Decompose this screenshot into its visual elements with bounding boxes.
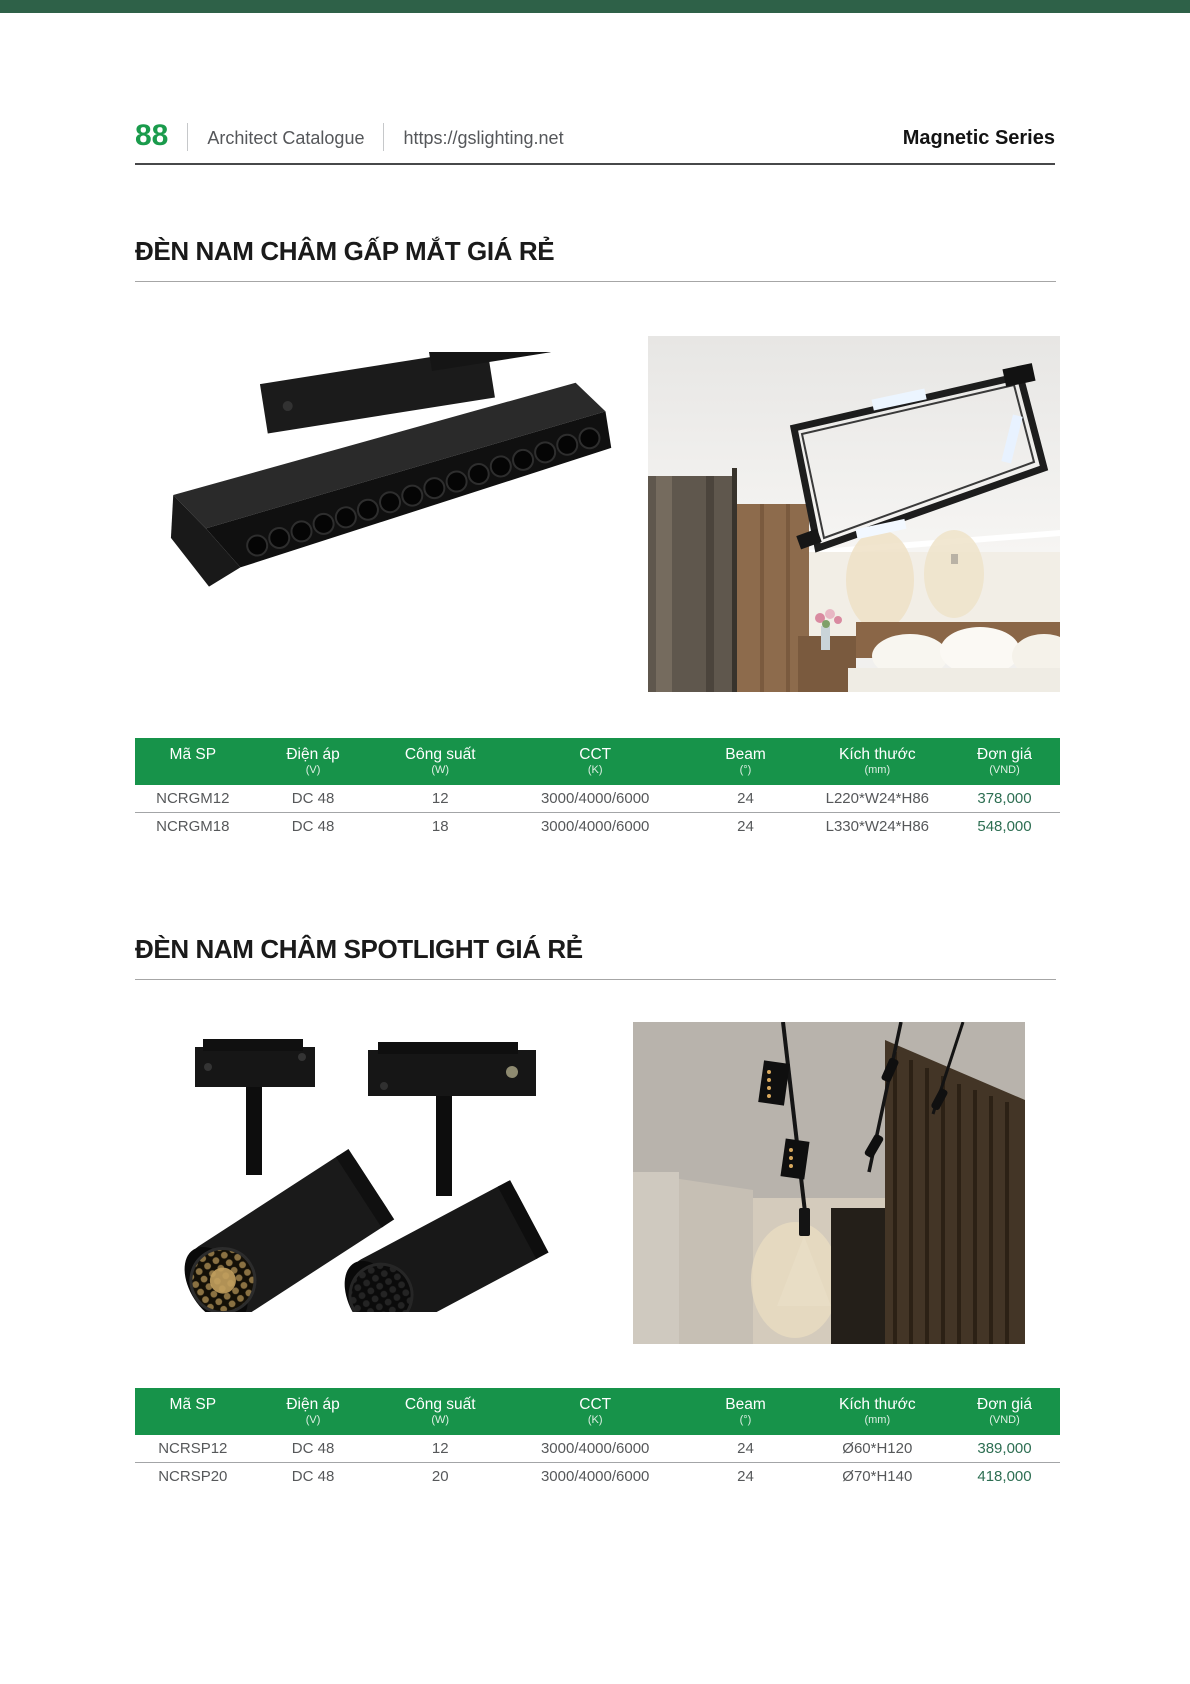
price-cell: 418,000 (949, 1463, 1060, 1491)
product-code-cell: NCRGM12 (156, 790, 230, 807)
col-ma-sp: Mã SP (135, 1388, 251, 1435)
price-cell: 548,000 (949, 813, 1060, 841)
voltage-cell: DC 48 (291, 1440, 335, 1457)
col-cong-suat: Công suất (W) (376, 738, 506, 785)
cct-cell: 3000/4000/6000 (540, 1440, 650, 1457)
top-accent-bar (0, 0, 1190, 13)
spec-table-folding-grille (135, 738, 1060, 840)
application-photo-corridor (633, 1022, 1025, 1344)
wattage-cell: 12 (431, 1440, 449, 1457)
col-kich-thuoc: Kích thước (mm) (806, 1388, 949, 1435)
voltage-cell: DC 48 (251, 813, 376, 841)
product-code-cell: NCRSP20 (135, 1463, 251, 1491)
cct-cell: 3000/4000/6000 (505, 1463, 685, 1491)
wattage-cell: 18 (376, 813, 506, 841)
dimensions-cell: L330*W24*H86 (806, 813, 949, 841)
header-divider (187, 123, 188, 151)
beam-cell: 24 (685, 813, 805, 841)
col-kich-thuoc: Kích thước (mm) (806, 738, 949, 785)
table-header-row (135, 1388, 1060, 1435)
col-don-gia: Đơn giá (VND) (949, 738, 1060, 785)
table-header-row (135, 738, 1060, 785)
table-row (135, 1463, 1060, 1491)
col-cct: CCT (K) (505, 738, 685, 785)
dimensions-cell: L220*W24*H86 (825, 790, 930, 807)
cct-cell: 3000/4000/6000 (540, 790, 650, 807)
wattage-cell: 20 (376, 1463, 506, 1491)
wattage-cell: 12 (431, 790, 449, 807)
track-spotlights-illustration (140, 1032, 580, 1312)
website-url: https://gslighting.net (403, 128, 564, 148)
price-cell: 378,000 (977, 790, 1032, 807)
linear-grille-light-illustration (148, 352, 618, 602)
beam-cell: 24 (737, 1440, 754, 1457)
table-row (135, 813, 1060, 841)
col-don-gia: Đơn giá (VND) (949, 1388, 1060, 1435)
application-photo-bedroom-ceiling (648, 336, 1060, 692)
product-photo-linear-grille-light (148, 352, 618, 602)
col-cct: CCT (K) (505, 1388, 685, 1435)
page-header (135, 120, 1055, 165)
voltage-cell: DC 48 (291, 790, 335, 807)
catalogue-name: Architect Catalogue (207, 128, 365, 148)
series-title: Magnetic Series (902, 127, 1055, 149)
col-beam: Beam (°) (685, 738, 805, 785)
col-dien-ap: Điện áp (V) (251, 738, 376, 785)
col-ma-sp: Mã SP (135, 738, 251, 785)
dimensions-cell: Ø70*H140 (806, 1463, 949, 1491)
dimensions-cell: Ø60*H120 (842, 1440, 913, 1457)
cct-cell: 3000/4000/6000 (505, 813, 685, 841)
corridor-illustration (633, 1022, 1025, 1344)
section-title-folding-grille: ĐÈN NAM CHÂM GẤP MẮT GIÁ RẺ (135, 236, 1056, 282)
spec-table-spotlight (135, 1388, 1060, 1490)
page-number: 88 (135, 119, 169, 152)
col-dien-ap: Điện áp (V) (251, 1388, 376, 1435)
col-beam: Beam (°) (685, 1388, 805, 1435)
product-code-cell: NCRSP12 (158, 1440, 228, 1457)
section-title-spotlight: ĐÈN NAM CHÂM SPOTLIGHT GIÁ RẺ (135, 934, 1056, 980)
col-cong-suat: Công suất (W) (376, 1388, 506, 1435)
header-divider (383, 123, 384, 151)
product-code-cell: NCRGM18 (135, 813, 251, 841)
table-row (135, 785, 1060, 813)
table-row (135, 1435, 1060, 1463)
voltage-cell: DC 48 (251, 1463, 376, 1491)
beam-cell: 24 (685, 1463, 805, 1491)
beam-cell: 24 (737, 790, 754, 807)
bedroom-ceiling-illustration (648, 336, 1060, 692)
price-cell: 389,000 (977, 1440, 1032, 1457)
product-photo-track-spotlights (140, 1032, 580, 1312)
